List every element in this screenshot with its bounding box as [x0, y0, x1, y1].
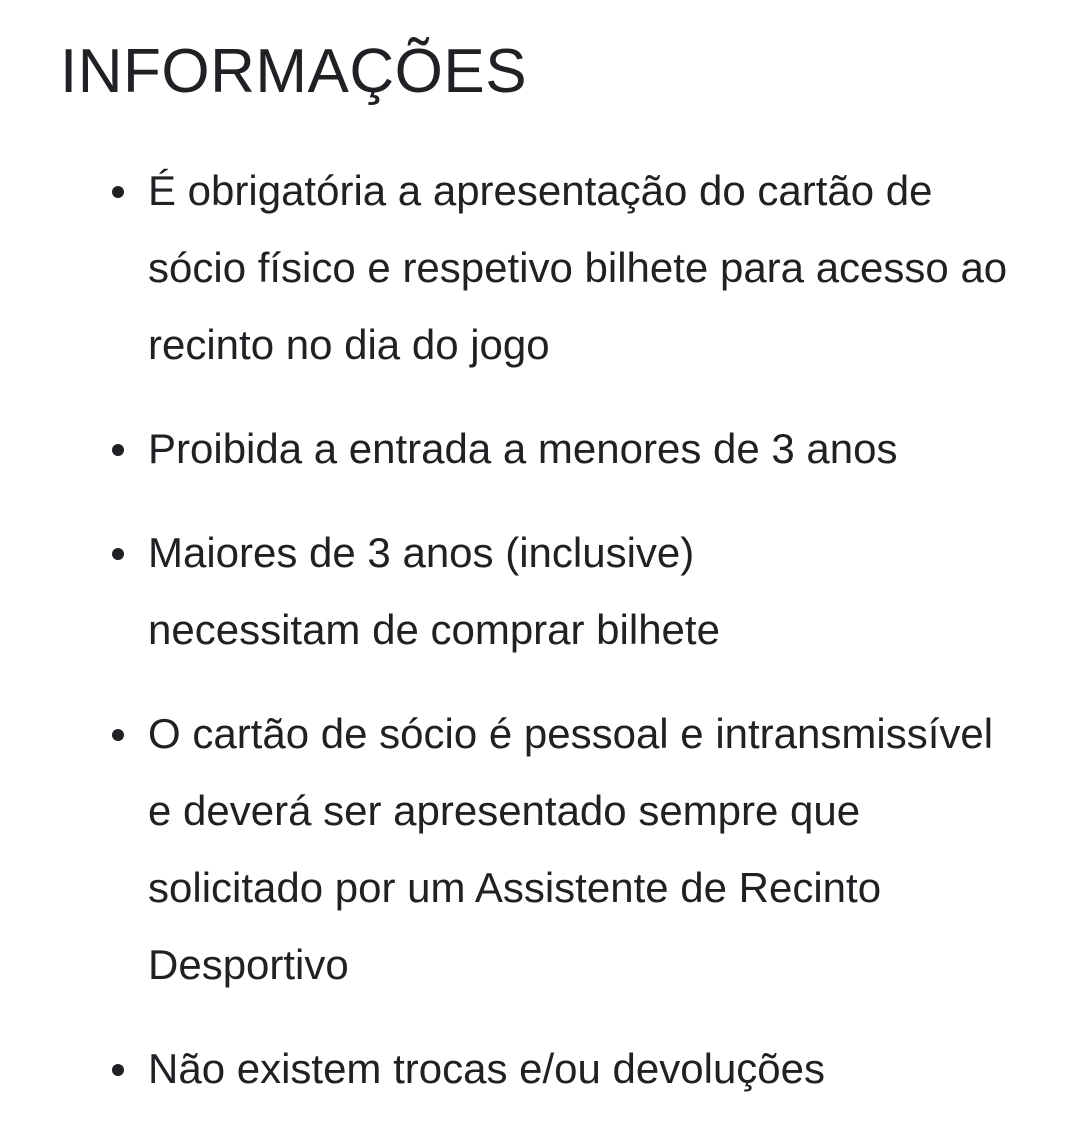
list-item	[148, 695, 1018, 1003]
list-item-text: O cartão de sócio é pessoal e intransmissível e deverá ser apresentado sempre que solicitado por um Assistente de Recinto Desportivo	[148, 710, 994, 988]
bullet-icon	[112, 186, 124, 198]
list-item-text: É obrigatória a apresentação do cartão de sócio físico e respetivo bilhete para acesso ao recinto no dia do jogo	[148, 167, 1008, 368]
bullet-icon	[112, 548, 124, 560]
list-item	[148, 410, 1048, 487]
list-item	[148, 152, 1008, 383]
list-item-text: Proibida a entrada a menores de 3 anos	[148, 425, 898, 472]
list-item-text: Não existem trocas e/ou devoluções	[148, 1045, 826, 1092]
bullet-icon	[112, 729, 124, 741]
list-item	[148, 514, 808, 668]
info-list	[148, 152, 1048, 1134]
bullet-icon	[112, 1064, 124, 1076]
section-title: INFORMAÇÕES	[60, 37, 528, 106]
bullet-icon	[112, 444, 124, 456]
list-item-text: Maiores de 3 anos (inclusive) necessitam de comprar bilhete	[148, 529, 720, 653]
list-item	[148, 1030, 1048, 1107]
